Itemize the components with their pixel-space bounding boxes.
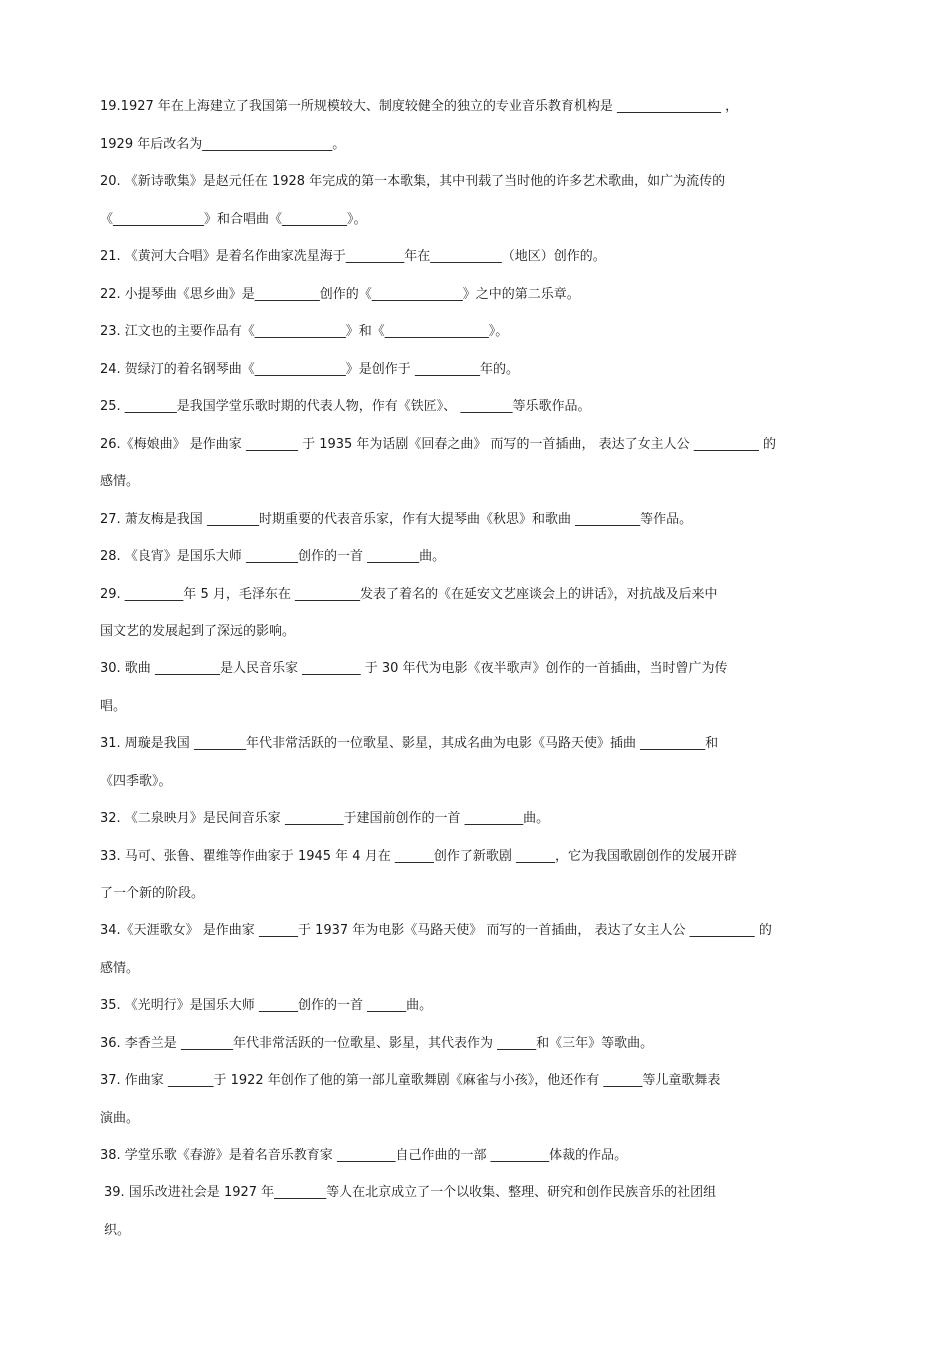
question-24: 24. 贺绿汀的着名钢琴曲《______________》是创作于 __________年的。 <box>100 362 519 377</box>
question-22: 22. 小提琴曲《思乡曲》是__________创作的《______________》之中的第二乐章。 <box>100 287 580 302</box>
question-26-line-2: 感情。 <box>100 474 140 489</box>
question-33-line-2: 了一个新的阶段。 <box>100 886 205 901</box>
question-32: 32. 《二泉映月》是民间音乐家 _________于建国前创作的一首 _________曲。 <box>100 811 550 826</box>
question-39-line-2: 织。 <box>104 1223 131 1238</box>
question-37-line-2: 演曲。 <box>100 1111 140 1126</box>
question-34-line-1: 34.《天涯歌女》 是作曲家 ______于 1937 年为电影《马路天使》 而写的一首插曲， 表达了女主人公 __________ 的 <box>100 923 772 938</box>
question-25: 25. ________是我国学堂乐歌时期的代表人物，作有《铁匠》、 ________等乐歌作品。 <box>100 399 591 414</box>
question-20-line-1: 20. 《新诗歌集》是赵元任在 1928 年完成的第一本歌集，其中刊载了当时他的许多艺术歌曲，如广为流传的 <box>100 174 726 189</box>
question-27: 27. 萧友梅是我国 ________时期重要的代表音乐家，作有大提琴曲《秋思》和歌曲 __________等作品。 <box>100 512 693 527</box>
question-36: 36. 李香兰是 ________年代非常活跃的一位歌星、影星，其代表作为 ______和《三年》等歌曲。 <box>100 1036 654 1051</box>
question-30-line-2: 唱。 <box>100 699 127 714</box>
question-19-line-1: 19.1927 年在上海建立了我国第一所规模较大、制度较健全的独立的专业音乐教育机构是 ________________ ， <box>100 99 739 114</box>
question-21: 21. 《黄河大合唱》是着名作曲家冼星海于_________年在___________（地区）创作的。 <box>100 249 606 264</box>
question-26-line-1: 26.《梅娘曲》 是作曲家 ________ 于 1935 年为话剧《回春之曲》 而写的一首插曲， 表达了女主人公 __________ 的 <box>100 437 776 452</box>
question-30-line-1: 30. 歌曲 __________是人民音乐家 _________ 于 30 年代为电影《夜半歌声》创作的一首插曲，当时曾广为传 <box>100 661 728 676</box>
question-29-line-1: 29. _________年 5 月，毛泽东在 __________发表了着名的《在延安文艺座谈会上的讲话》，对抗战及后来中 <box>100 587 718 602</box>
question-23: 23. 江文也的主要作品有《______________》和《________________》。 <box>100 324 509 339</box>
question-35: 35. 《光明行》是国乐大师 ______创作的一首 ______曲。 <box>100 998 433 1013</box>
question-39-line-1: 39. 国乐改进社会是 1927 年________等人在北京成立了一个以收集、整理、研究和创作民族音乐的社团组 <box>104 1185 717 1200</box>
question-31-line-1: 31. 周璇是我国 ________年代非常活跃的一位歌星、影星，其成名曲为电影《马路天使》插曲 __________和 <box>100 736 719 751</box>
question-28: 28. 《良宵》是国乐大师 ________创作的一首 ________曲。 <box>100 549 446 564</box>
question-31-line-2: 《四季歌》。 <box>100 774 172 789</box>
question-34-line-2: 感情。 <box>100 961 140 976</box>
question-20-line-2: 《______________》和合唱曲《__________》。 <box>100 212 367 227</box>
question-37-line-1: 37. 作曲家 _______于 1922 年创作了他的第一部儿童歌舞剧《麻雀与小孩》，他还作有 ______等儿童歌舞表 <box>100 1073 721 1088</box>
question-33-line-1: 33. 马可、张鲁、瞿维等作曲家于 1945 年 4 月在 ______创作了新歌剧 ______，它为我国歌剧创作的发展开辟 <box>100 849 737 864</box>
question-29-line-2: 国文艺的发展起到了深远的影响。 <box>100 624 296 639</box>
question-38: 38. 学堂乐歌《春游》是着名音乐教育家 _________自己作曲的一部 _________体裁的作品。 <box>100 1148 628 1163</box>
question-19-line-2: 1929 年后改名为____________________。 <box>100 137 346 152</box>
